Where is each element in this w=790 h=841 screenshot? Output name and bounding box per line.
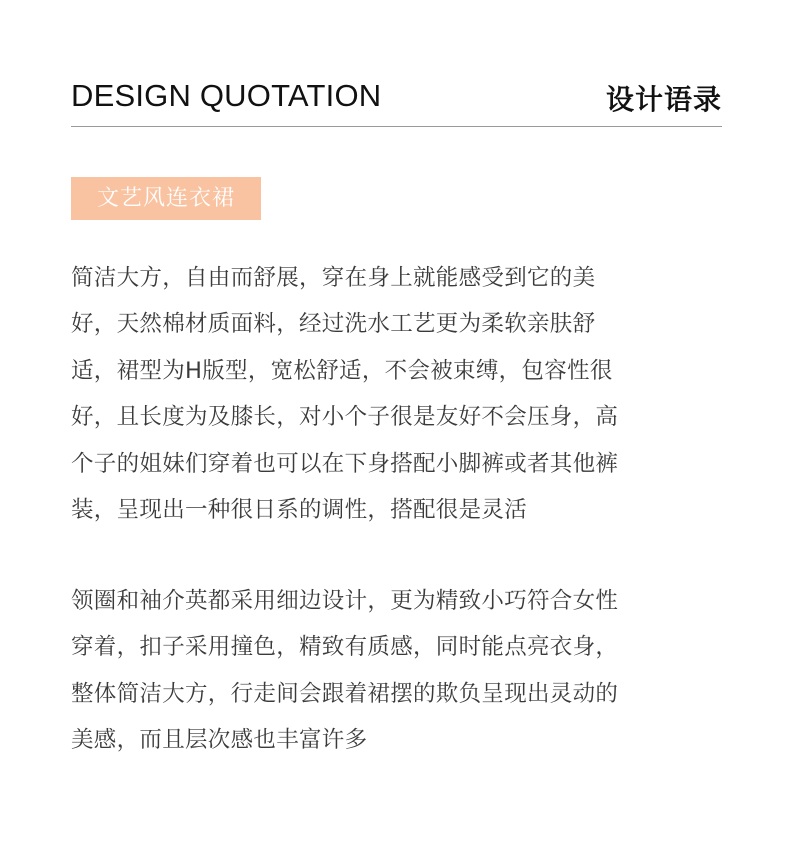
description-paragraph-2	[71, 578, 731, 764]
text-line: 穿着，扣子采用撞色，精致有质感，同时能点亮衣身，	[71, 634, 619, 661]
text-line: 装，呈现出一种很日系的调性，搭配很是灵活	[71, 496, 528, 523]
text-line: 美感，而且层次感也丰富许多	[71, 727, 368, 754]
header	[71, 76, 722, 116]
text-line: 个子的姐妹们穿着也可以在下身搭配小脚裤或者其他裤	[71, 450, 619, 477]
description-paragraph-1	[71, 255, 731, 533]
title-english: DESIGN QUOTATION	[71, 78, 382, 113]
text-line: 适，裙型为H版型，宽松舒适，不会被束缚，包容性很	[71, 357, 613, 384]
text-line: 简洁大方，自由而舒展，穿在身上就能感受到它的美	[71, 265, 596, 291]
text-line: 好，且长度为及膝长，对小个子很是友好不会压身，高	[71, 404, 619, 431]
text-line: 整体简洁大方，行走间会跟着裙摆的欺负呈现出灵动的	[71, 680, 619, 707]
category-tag: 文艺风连衣裙	[71, 177, 261, 220]
header-divider	[71, 126, 722, 127]
text-line: 好，天然棉材质面料，经过洗水工艺更为柔软亲肤舒	[71, 311, 596, 338]
title-chinese: 设计语录	[605, 83, 722, 116]
text-line: 领圈和袖介英都采用细边设计，更为精致小巧符合女性	[71, 588, 619, 614]
